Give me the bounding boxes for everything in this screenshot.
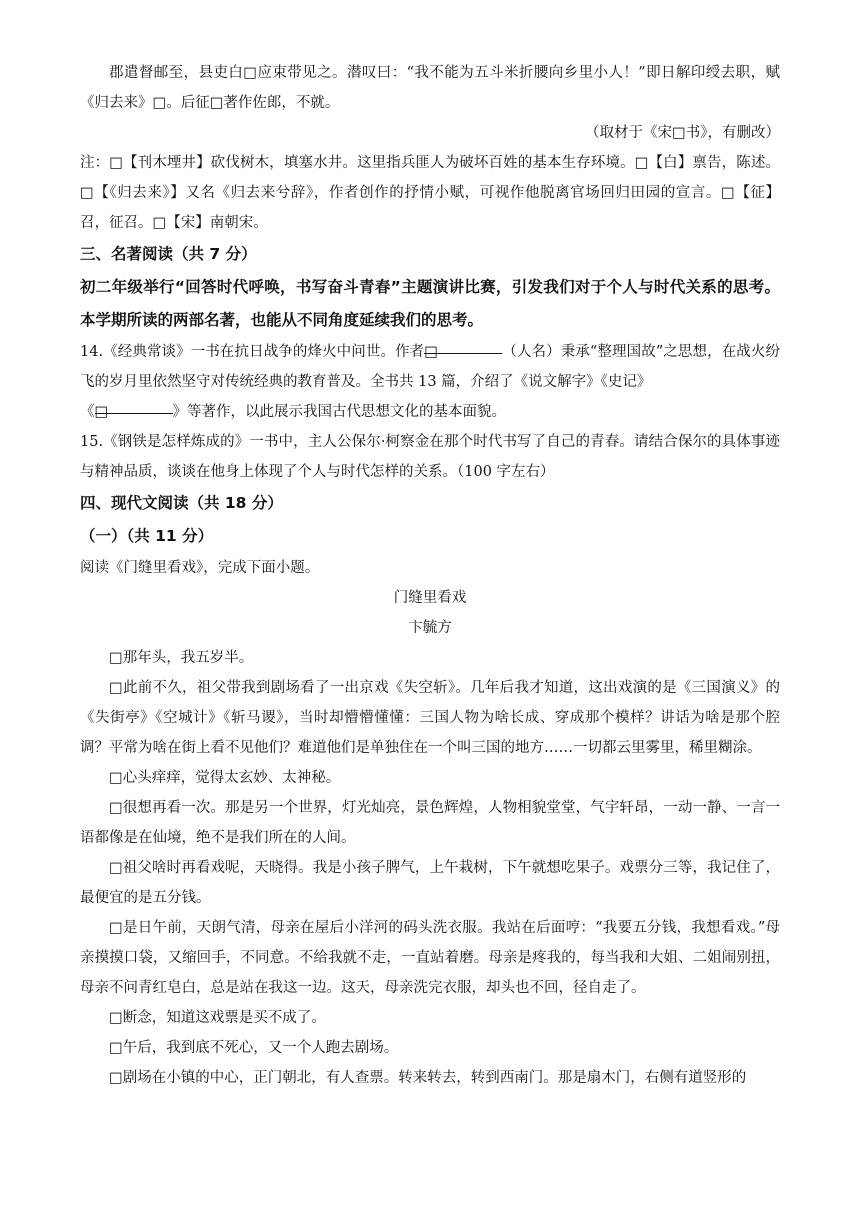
answer-blank-author[interactable]: □	[424, 337, 502, 354]
article-paragraph: □那年头，我五岁半。	[109, 650, 254, 666]
article-paragraph: □祖父啥时再看戏呢，天晓得。我是小孩子脾气，上午栽树，下午就想吃果子。戏票分三等，我记住了，最便宜的是五分钱。	[80, 860, 780, 906]
article-paragraph: □很想再看一次。那是另一个世界，灯光灿亮，景色辉煌，人物相貌堂堂，气宇轩昂，一动一静、一言一语都像是在仙境，绝不是我们所在的人间。	[80, 800, 780, 846]
subsection-heading: （一）（共 11 分）	[80, 527, 214, 545]
article-paragraph: □是日午前，天朗气清，母亲在屋后小洋河的码头洗衣服。我站在后面哼：“我要五分钱，我想看戏。”母亲摸摸口袋，又缩回手，不同意。不给我就不走，一直站着磨。母亲是疼我的，每当我和大姐、二姐闹别扭，母亲不问青红皂白，总是站在我这一边。这天，母亲洗完衣服，却头也不回，径自走了。	[80, 920, 780, 996]
section-intro: 初二年级举行“回答时代呼唤，书写奋斗青春”主题演讲比赛，引发我们对于个人与时代关系的思考。本学期所读的两部名著，也能从不同角度延续我们的思考。	[80, 278, 780, 329]
classical-paragraph: 郡遣督邮至，县吏白□应束带见之。潜叹曰：“我不能为五斗米折腰向乡里小人！”即日解印绶去职，赋《归去来》□。后征□著作佐郎，不就。	[80, 65, 780, 111]
question-14-text-b: （人名）秉承“整理国故”之思想，在战火纷飞的岁月里依然坚守对传统经典的教育普及。全书共 13 篇，介绍了《说文解字》《史记》	[80, 344, 781, 390]
document-page	[80, 58, 780, 1093]
annotation-notes: 注：□【刊木堙井】砍伐树木，填塞水井。这里指兵匪人为破坏百姓的基本生存环境。□【白】禀告，陈述。□【《归去来》】又名《归去来兮辞》，作者创作的抒情小赋，可视作他脱离官场回归田园的宣言。□【征】召，征召。□【宋】南朝宋。	[80, 155, 780, 231]
article-title: 门缝里看戏	[393, 590, 467, 606]
question-14-text-c: 《	[80, 404, 95, 420]
section-heading-4: 四、现代文阅读（共 18 分）	[80, 494, 283, 512]
question-15: 15.《钢铁是怎样炼成的》一书中，主人公保尔·柯察金在那个时代书写了自己的青春。请结合保尔的具体事迹与精神品质，谈谈在他身上体现了个人与时代怎样的关系。（100 字左右）	[80, 434, 780, 480]
article-paragraph: □断念，知道这戏票是买不成了。	[109, 1010, 326, 1026]
article-paragraph: □此前不久，祖父带我到剧场看了一出京戏《失空斩》。几年后我才知道，这出戏演的是《三国演义》的《失街亭》《空城计》《斩马谡》，当时却懵懵懂懂：三国人物为啥长成、穿成那个模样？讲话为啥是那个腔调？平常为啥在街上看不见他们？难道他们是单独住在一个叫三国的地方……一切都云里雾里，稀里糊涂。	[80, 680, 780, 756]
answer-blank-book[interactable]: □	[95, 397, 173, 414]
question-14	[80, 337, 780, 427]
question-14-text-a: 14.《经典常谈》一书在抗日战争的烽火中问世。作者	[80, 344, 425, 360]
article-paragraph: □午后，我到底不死心，又一个人跑去剧场。	[109, 1040, 399, 1056]
source-citation: （取材于《宋□书》，有删改）	[585, 125, 780, 141]
question-14-text-d: 》等著作，以此展示我国古代思想文化的基本面貌。	[172, 404, 506, 420]
reading-instruction: 阅读《门缝里看戏》，完成下面小题。	[80, 560, 320, 576]
article-author: 卞毓方	[408, 620, 452, 636]
article-paragraph: □心头痒痒，觉得太玄妙、太神秘。	[109, 770, 341, 786]
article-paragraph: □剧场在小镇的中心，正门朝北，有人查票。转来转去，转到西南门。那是扇木门，右侧有道竖形的	[109, 1070, 747, 1086]
section-heading-3: 三、名著阅读（共 7 分）	[80, 245, 257, 263]
